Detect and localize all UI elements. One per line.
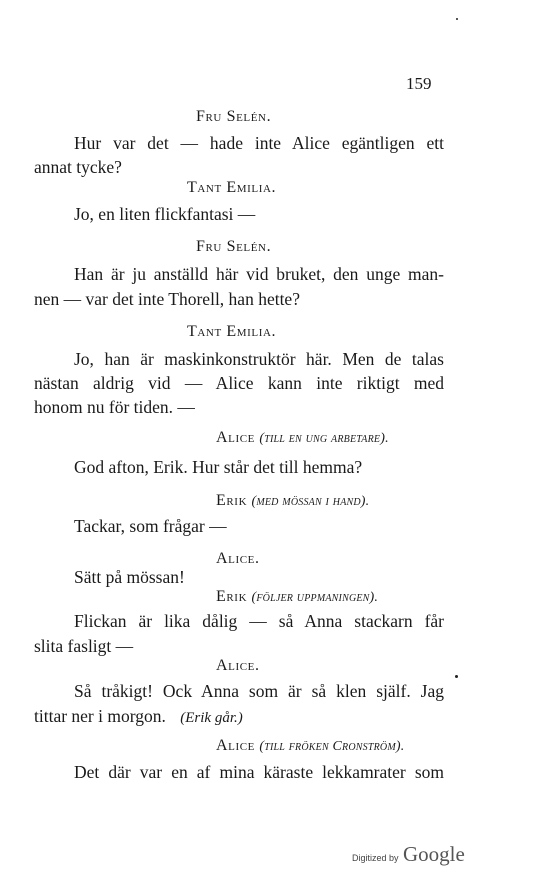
speaker-name: Alice. bbox=[216, 657, 260, 674]
digitized-label: Digitized by bbox=[352, 853, 399, 863]
speaker-name: Alice bbox=[216, 737, 255, 754]
text-line: slita fasligt — bbox=[34, 636, 134, 656]
speaker-heading bbox=[196, 107, 271, 127]
text-line: Så tråkigt! Ock Anna som är så klen själf. Jag bbox=[74, 681, 444, 701]
speaker-heading bbox=[196, 237, 271, 257]
speaker-heading bbox=[216, 736, 404, 757]
page-number: 159 bbox=[406, 74, 432, 93]
speaker-name: Fru Selén. bbox=[196, 238, 272, 255]
text-line: Hur var det — hade inte Alice egäntligen ett bbox=[74, 133, 444, 153]
text-line: nästan aldrig vid — Alice kann inte riktigt med bbox=[34, 373, 444, 393]
speaker-heading bbox=[216, 587, 378, 608]
speaker-heading bbox=[216, 491, 369, 512]
text-line: nen — var det inte Thorell, han hette? bbox=[34, 289, 300, 309]
text-line: Jo, han är maskinkonstruktör här. Men de talas bbox=[74, 349, 444, 369]
speaker-heading bbox=[216, 428, 389, 449]
digitized-watermark bbox=[352, 842, 465, 867]
text-segment: tittar ner i morgon. bbox=[34, 706, 166, 726]
speaker-name: Alice. bbox=[216, 550, 260, 567]
stage-direction: (följer uppmaningen). bbox=[251, 590, 379, 605]
speaker-name: Fru Selén. bbox=[196, 108, 272, 125]
text-line: God afton, Erik. Hur står det till hemma? bbox=[74, 457, 363, 477]
speaker-name: Tant Emilia. bbox=[187, 323, 277, 340]
stage-direction: (till fröken Cronström). bbox=[259, 739, 405, 754]
stage-direction: (Erik går.) bbox=[180, 710, 243, 726]
speaker-heading bbox=[216, 656, 260, 676]
text-line: Tackar, som frågar — bbox=[74, 516, 227, 536]
speaker-heading bbox=[187, 322, 276, 342]
text-line bbox=[34, 705, 444, 729]
speaker-name: Tant Emilia. bbox=[187, 179, 277, 196]
scan-speck bbox=[456, 18, 458, 20]
google-logo: Google bbox=[402, 842, 465, 866]
text-line: Sätt på mössan! bbox=[74, 567, 185, 587]
stage-direction: (till en ung arbetare). bbox=[259, 431, 389, 446]
text-line: annat tycke? bbox=[34, 157, 122, 177]
text-line: Flickan är lika dålig — så Anna stackarn får bbox=[74, 611, 444, 631]
text-line: Det där var en af mina käraste lekkamrater som bbox=[74, 762, 444, 782]
scan-speck bbox=[455, 675, 458, 678]
text-line: honom nu för tiden. — bbox=[34, 397, 195, 417]
text-line: Han är ju anställd här vid bruket, den unge man- bbox=[74, 264, 444, 284]
text-line: Jo, en liten flickfantasi — bbox=[74, 204, 256, 224]
speaker-name: Alice bbox=[216, 429, 255, 446]
speaker-name: Erik bbox=[216, 588, 248, 605]
speaker-name: Erik bbox=[216, 492, 248, 509]
speaker-heading bbox=[187, 178, 276, 198]
stage-direction: (med mössan i hand). bbox=[251, 494, 370, 509]
